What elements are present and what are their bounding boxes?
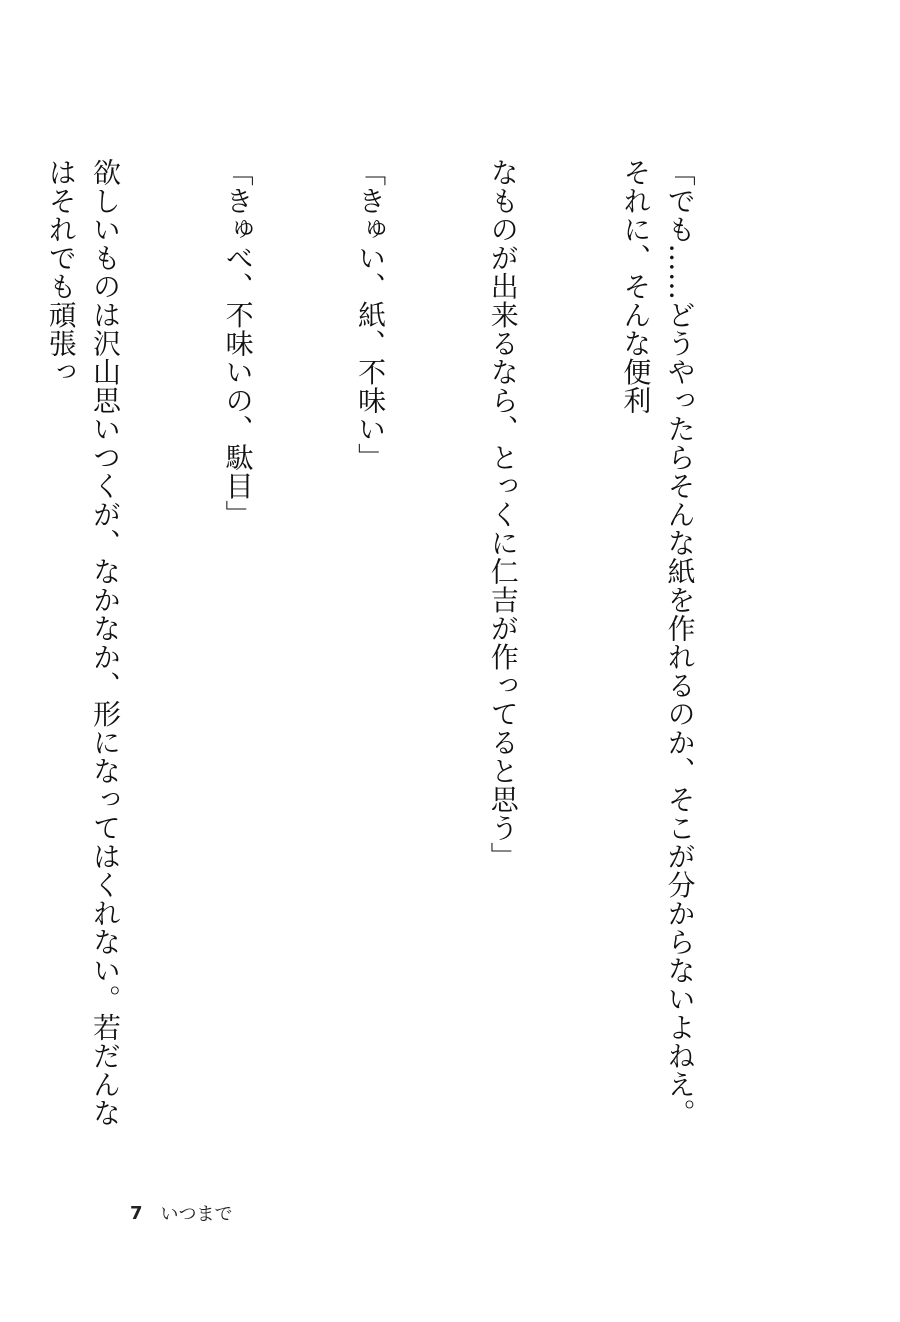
text-line-1: 「でも……どうやったらそんな紙を作れるのか、そこが分からないよねえ。それに、そんな便利	[619, 158, 697, 1127]
text-line-4: 「きゅべ、不味いの、駄目」	[221, 158, 255, 529]
page-footer	[130, 1198, 233, 1228]
text-line-2: なものが出来るなら、とっくに仁吉が作ってると思う」	[486, 158, 520, 871]
text-line-3: 「きゅい、紙、不味い」	[354, 158, 388, 472]
text-line-5: 欲しいものは沢山思いつくが、なかなか、形になってはくれない。若だんなはそれでも頑張っ	[44, 158, 122, 1127]
vertical-text-body	[44, 158, 790, 1138]
page-number: 7	[130, 1202, 143, 1224]
chapter-title: いつまで	[160, 1204, 233, 1225]
